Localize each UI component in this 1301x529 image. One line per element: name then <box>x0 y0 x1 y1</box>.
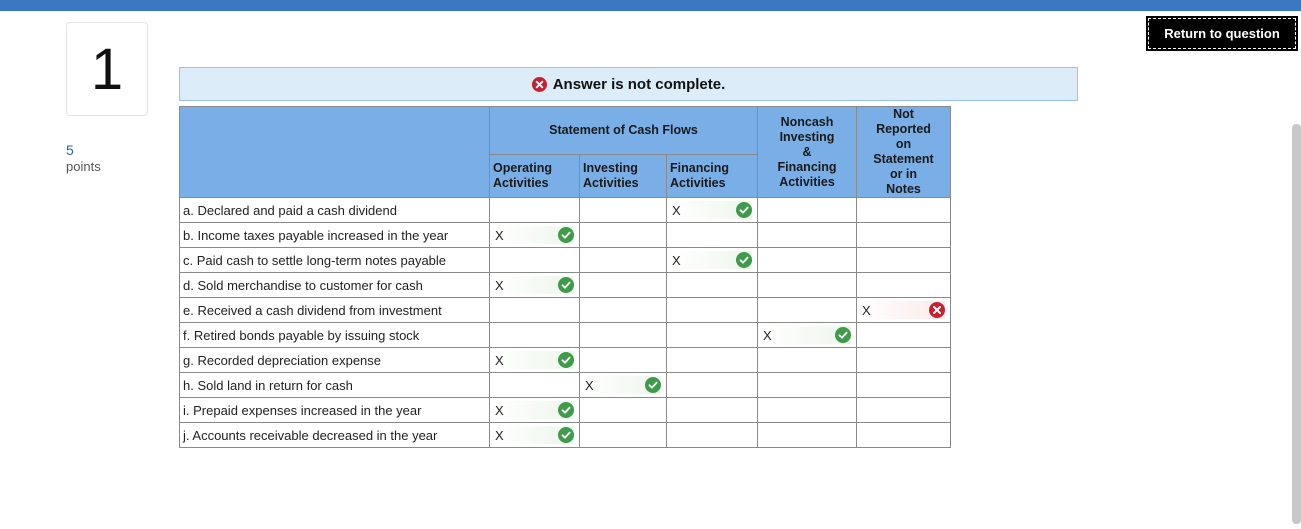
noncash-cell[interactable] <box>758 223 857 248</box>
answer-entry <box>493 426 574 444</box>
answer-mark: X <box>495 277 504 293</box>
investing-cell[interactable] <box>580 398 667 423</box>
noncash-cell[interactable] <box>758 398 857 423</box>
not-reported-header-line: or in <box>889 167 918 181</box>
not-reported-cell[interactable] <box>857 198 951 223</box>
operating-cell[interactable] <box>490 248 580 273</box>
noncash-header-line: & <box>802 144 812 159</box>
not-reported-header-line: on <box>895 137 912 151</box>
table-row <box>180 223 951 248</box>
not-reported-header-line: Not <box>893 107 914 121</box>
table-row <box>180 273 951 298</box>
check-circle-icon <box>558 277 574 293</box>
transaction-label: d. Sold merchandise to customer for cash <box>180 273 490 298</box>
not-reported-header-line: Statement <box>873 152 934 166</box>
investing-cell[interactable] <box>580 323 667 348</box>
answer-mark: X <box>495 427 504 443</box>
noncash-cell[interactable] <box>758 273 857 298</box>
answer-entry <box>493 401 574 419</box>
transaction-label: h. Sold land in return for cash <box>180 373 490 398</box>
answer-mark: X <box>862 302 871 318</box>
statement-of-cash-flows-header: Statement of Cash Flows <box>490 107 758 155</box>
table-row <box>180 398 951 423</box>
x-circle-icon <box>929 302 945 318</box>
operating-cell[interactable] <box>490 223 580 248</box>
operating-cell[interactable] <box>490 198 580 223</box>
financing-activities-header: Financing Activities <box>667 155 758 198</box>
answer-mark: X <box>585 377 594 393</box>
noncash-cell[interactable] <box>758 323 857 348</box>
table-row <box>180 373 951 398</box>
check-circle-icon <box>558 427 574 443</box>
investing-cell[interactable] <box>580 373 667 398</box>
answer-mark: X <box>495 352 504 368</box>
not-reported-header-line: Notes <box>886 182 921 196</box>
noncash-cell[interactable] <box>758 248 857 273</box>
answer-entry <box>670 251 752 269</box>
answer-mark: X <box>672 202 681 218</box>
financing-cell[interactable] <box>667 298 758 323</box>
points-info <box>66 142 101 176</box>
operating-cell[interactable] <box>490 423 580 448</box>
noncash-header-line: Investing <box>779 129 835 144</box>
noncash-cell[interactable] <box>758 348 857 373</box>
banner-text: Answer is not complete. <box>552 75 726 93</box>
transaction-label: g. Recorded depreciation expense <box>180 348 490 373</box>
noncash-cell[interactable] <box>758 373 857 398</box>
noncash-header-line: Financing <box>777 159 837 174</box>
financing-cell[interactable] <box>667 398 758 423</box>
cash-flow-table <box>179 106 951 448</box>
not-reported-cell[interactable] <box>857 398 951 423</box>
noncash-header-line: Activities <box>779 174 835 189</box>
financing-cell[interactable] <box>667 423 758 448</box>
points-label: points <box>66 159 101 174</box>
investing-activities-header: Investing Activities <box>580 155 667 198</box>
not-reported-cell[interactable] <box>857 348 951 373</box>
answer-entry <box>583 376 661 394</box>
investing-cell[interactable] <box>580 348 667 373</box>
not-reported-cell[interactable] <box>857 373 951 398</box>
not-reported-cell[interactable] <box>857 273 951 298</box>
check-circle-icon <box>645 377 661 393</box>
transaction-label: f. Retired bonds payable by issuing stock <box>180 323 490 348</box>
financing-cell[interactable] <box>667 223 758 248</box>
table-row <box>180 298 951 323</box>
investing-cell[interactable] <box>580 298 667 323</box>
operating-cell[interactable] <box>490 373 580 398</box>
noncash-cell[interactable] <box>758 298 857 323</box>
transaction-label: i. Prepaid expenses increased in the year <box>180 398 490 423</box>
check-circle-icon <box>736 202 752 218</box>
answer-entry <box>493 351 574 369</box>
noncash-header-line: Noncash <box>780 114 834 129</box>
check-circle-icon <box>736 252 752 268</box>
answer-status-banner <box>179 67 1078 101</box>
investing-cell[interactable] <box>580 248 667 273</box>
answer-mark: X <box>495 227 504 243</box>
investing-cell[interactable] <box>580 423 667 448</box>
transaction-label: c. Paid cash to settle long-term notes payable <box>180 248 490 273</box>
operating-cell[interactable] <box>490 273 580 298</box>
table-row <box>180 323 951 348</box>
table-row <box>180 423 951 448</box>
operating-cell[interactable] <box>490 323 580 348</box>
financing-cell[interactable] <box>667 373 758 398</box>
not-reported-cell[interactable] <box>857 298 951 323</box>
answer-entry <box>761 326 851 344</box>
transaction-label: e. Received a cash dividend from investment <box>180 298 490 323</box>
financing-cell[interactable] <box>667 198 758 223</box>
question-number-card <box>66 22 148 116</box>
scrollbar[interactable] <box>1292 124 1301 524</box>
financing-cell[interactable] <box>667 248 758 273</box>
not-reported-header <box>857 107 951 198</box>
noncash-cell[interactable] <box>758 423 857 448</box>
table-row <box>180 198 951 223</box>
answer-mark: X <box>672 252 681 268</box>
operating-activities-header: Operating Activities <box>490 155 580 198</box>
answer-entry <box>670 201 752 219</box>
x-circle-icon <box>532 77 547 92</box>
investing-cell[interactable] <box>580 223 667 248</box>
answer-entry <box>493 276 574 294</box>
noncash-header <box>758 107 857 198</box>
financing-cell[interactable] <box>667 348 758 373</box>
noncash-cell[interactable] <box>758 198 857 223</box>
not-reported-cell[interactable] <box>857 248 951 273</box>
check-circle-icon <box>835 327 851 343</box>
return-to-question-button[interactable]: Return to question <box>1148 18 1296 49</box>
financing-cell[interactable] <box>667 273 758 298</box>
answer-entry <box>493 226 574 244</box>
table-row <box>180 248 951 273</box>
blank-header <box>180 107 490 198</box>
transaction-label: j. Accounts receivable decreased in the year <box>180 423 490 448</box>
check-circle-icon <box>558 352 574 368</box>
answer-mark: X <box>495 402 504 418</box>
top-bar <box>0 0 1301 11</box>
not-reported-header-line: Reported <box>876 122 931 136</box>
investing-cell[interactable] <box>580 273 667 298</box>
table-row <box>180 348 951 373</box>
question-number: 1 <box>90 36 124 102</box>
investing-cell[interactable] <box>580 198 667 223</box>
answer-entry <box>860 301 945 319</box>
transaction-label: b. Income taxes payable increased in the year <box>180 223 490 248</box>
transaction-label: a. Declared and paid a cash dividend <box>180 198 490 223</box>
not-reported-cell[interactable] <box>857 223 951 248</box>
check-circle-icon <box>558 227 574 243</box>
answer-mark: X <box>763 327 772 343</box>
operating-cell[interactable] <box>490 298 580 323</box>
not-reported-cell[interactable] <box>857 423 951 448</box>
operating-cell[interactable] <box>490 348 580 373</box>
not-reported-cell[interactable] <box>857 323 951 348</box>
check-circle-icon <box>558 402 574 418</box>
operating-cell[interactable] <box>490 398 580 423</box>
points-value: 5 <box>66 142 74 158</box>
financing-cell[interactable] <box>667 323 758 348</box>
